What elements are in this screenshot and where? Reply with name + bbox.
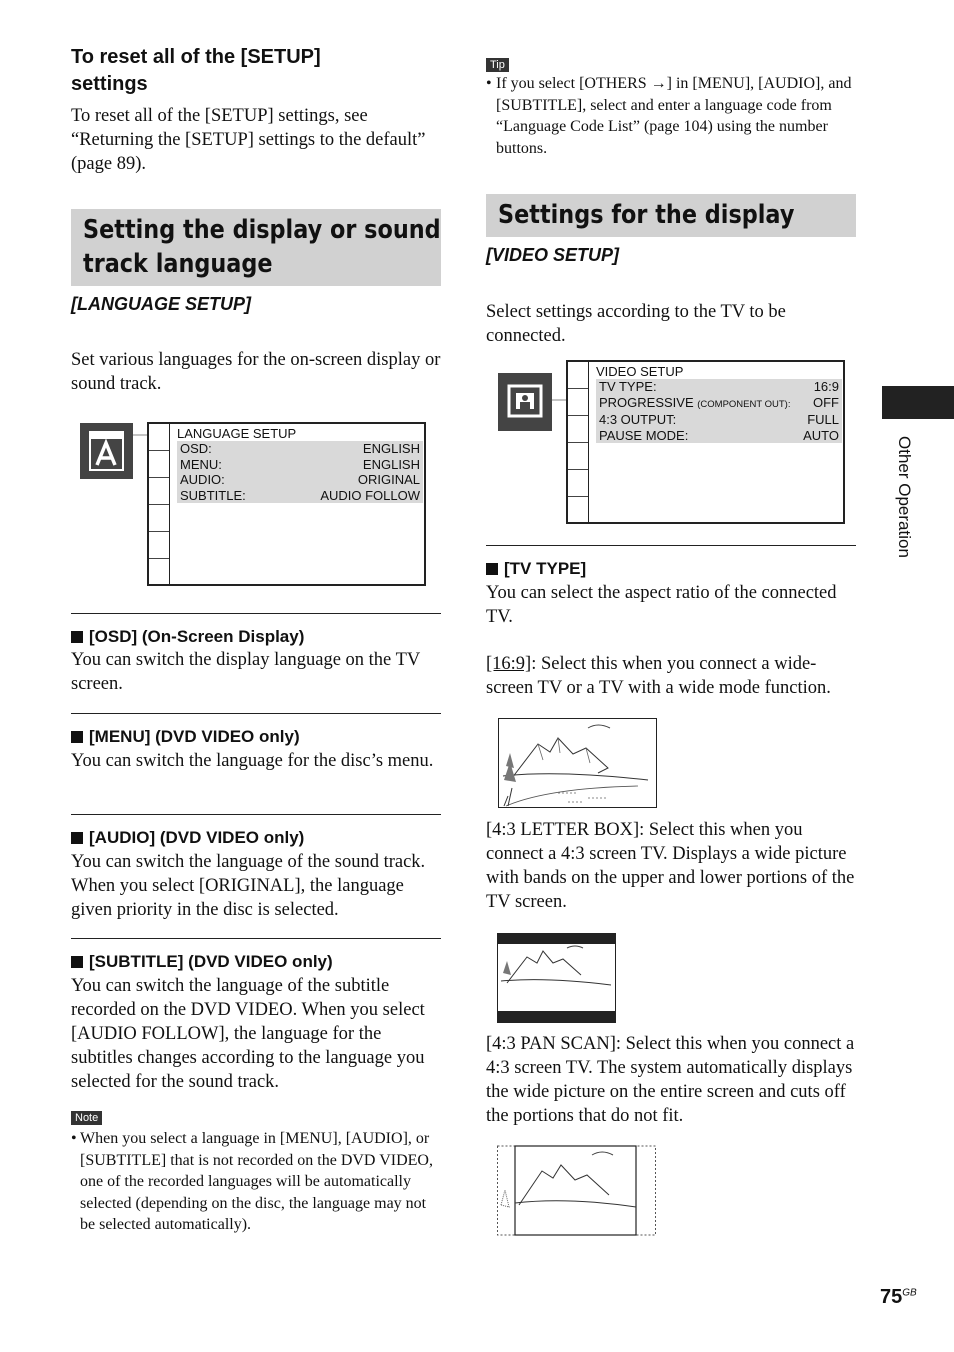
language-row-menu: MENU: ENGLISH <box>180 456 420 472</box>
language-screen-rows <box>177 441 423 503</box>
opt-letterbox-text: [4:3 LETTER BOX]: Select this when you connect a 4:3 screen TV. Displays a wide picture with bands on the upper and lower portions of the TV screen. <box>486 820 855 912</box>
note-text: When you select a language in [MENU], [AUDIO], or [SUBTITLE] that is not recorded on the DVD VIDEO, one of the recorded languages will be automatically selected (depending on the disc, the language may not be selected automatically). <box>80 1130 433 1233</box>
display-banner <box>486 194 856 237</box>
language-row-osd: OSD: ENGLISH <box>180 441 420 456</box>
video-row-pause-mode: PAUSE MODE: AUTO <box>599 427 839 443</box>
audio-text: You can switch the language of the sound track. When you select [ORIGINAL], the language given priority in the disc is selected. <box>71 852 426 920</box>
tip-block: • If you select [OTHERS →] in [MENU], [AUDIO], and [SUBTITLE], select and enter a language code from “Language Code List” (page 104) using the number buttons. <box>486 73 854 159</box>
menu-heading: [MENU] (DVD VIDEO only) <box>71 726 300 748</box>
letterbox-illustration <box>497 933 616 1023</box>
panscan-illustration <box>497 1145 657 1237</box>
divider <box>71 814 441 815</box>
video-setup-icon <box>498 373 552 431</box>
language-banner-title: Setting the display or sound track language <box>83 215 441 279</box>
language-setup-screen <box>147 422 426 586</box>
video-row-tv-type: TV TYPE: 16:9 <box>599 379 839 394</box>
osd-text: You can switch the display language on the TV screen. <box>71 650 420 694</box>
side-tab-marker <box>882 386 954 419</box>
osd-heading: [OSD] (On-Screen Display) <box>71 626 304 648</box>
tip-text: If you select [OTHERS →] in [MENU], [AUDIO], and [SUBTITLE], select and enter a language code from “Language Code List” (page 104) using the number buttons. <box>496 75 852 157</box>
opt-169-text: [16:9]: Select this when you connect a wide-screen TV or a TV with a wide mode function. <box>486 654 831 698</box>
language-setup-icon <box>80 423 133 479</box>
language-banner <box>71 209 441 286</box>
reset-heading: To reset all of the [SETUP] settings <box>71 46 321 95</box>
language-intro: Set various languages for the on-screen display or sound track. <box>71 350 441 394</box>
language-row-subtitle: SUBTITLE: AUDIO FOLLOW <box>180 487 420 503</box>
reset-text: To reset all of the [SETUP] settings, see “Returning the [SETUP] settings to the default” (page 89). <box>71 106 426 174</box>
subtitle-heading: [SUBTITLE] (DVD VIDEO only) <box>71 951 333 973</box>
video-screen-title: VIDEO SETUP <box>596 364 684 379</box>
video-screen-rows <box>596 379 842 443</box>
display-banner-title: Settings for the display <box>498 200 795 230</box>
tv-type-text: You can select the aspect ratio of the connected TV. <box>486 583 837 627</box>
note-label: Note <box>71 1111 102 1125</box>
divider <box>71 938 441 939</box>
audio-heading: [AUDIO] (DVD VIDEO only) <box>71 827 304 849</box>
language-subheading: [LANGUAGE SETUP] <box>71 294 251 314</box>
video-row-progressive: PROGRESSIVE (COMPONENT OUT): OFF <box>599 394 839 410</box>
divider <box>486 545 856 546</box>
widescreen-illustration <box>498 718 657 808</box>
note-block: • When you select a language in [MENU], [AUDIO], or [SUBTITLE] that is not recorded on the DVD VIDEO, one of the recorded languages will be automatically selected (depending on the disc, the language may not be selected automatically). <box>71 1128 443 1236</box>
video-subheading: [VIDEO SETUP] <box>486 245 620 265</box>
menu-text: You can switch the language for the disc’s menu. <box>71 751 434 771</box>
subtitle-text: You can switch the language of the subtitle recorded on the DVD VIDEO. When you select [AUDIO FOLLOW], the language for the subtitles changes according to the language you selected for the sound track. <box>71 976 425 1092</box>
page-number: $75^{GB}$ <box>880 1286 917 1308</box>
video-intro: Select settings according to the TV to be connected. <box>486 302 786 346</box>
tv-type-heading: [TV TYPE] <box>486 558 586 580</box>
opt-panscan-text: [4:3 PAN SCAN]: Select this when you connect a 4:3 screen TV. The system automatically displays the wide picture on the entire screen and cuts off the portions that do not fit. <box>486 1034 855 1126</box>
divider <box>71 613 441 614</box>
video-row-43-output: 4:3 OUTPUT: FULL <box>599 412 839 427</box>
language-row-audio: AUDIO: ORIGINAL <box>180 472 420 487</box>
side-tab-label: Other Operation <box>895 436 914 558</box>
language-screen-title: LANGUAGE SETUP <box>177 426 297 441</box>
divider <box>71 713 441 714</box>
video-setup-screen <box>566 360 845 524</box>
tip-label: Tip <box>486 58 509 72</box>
